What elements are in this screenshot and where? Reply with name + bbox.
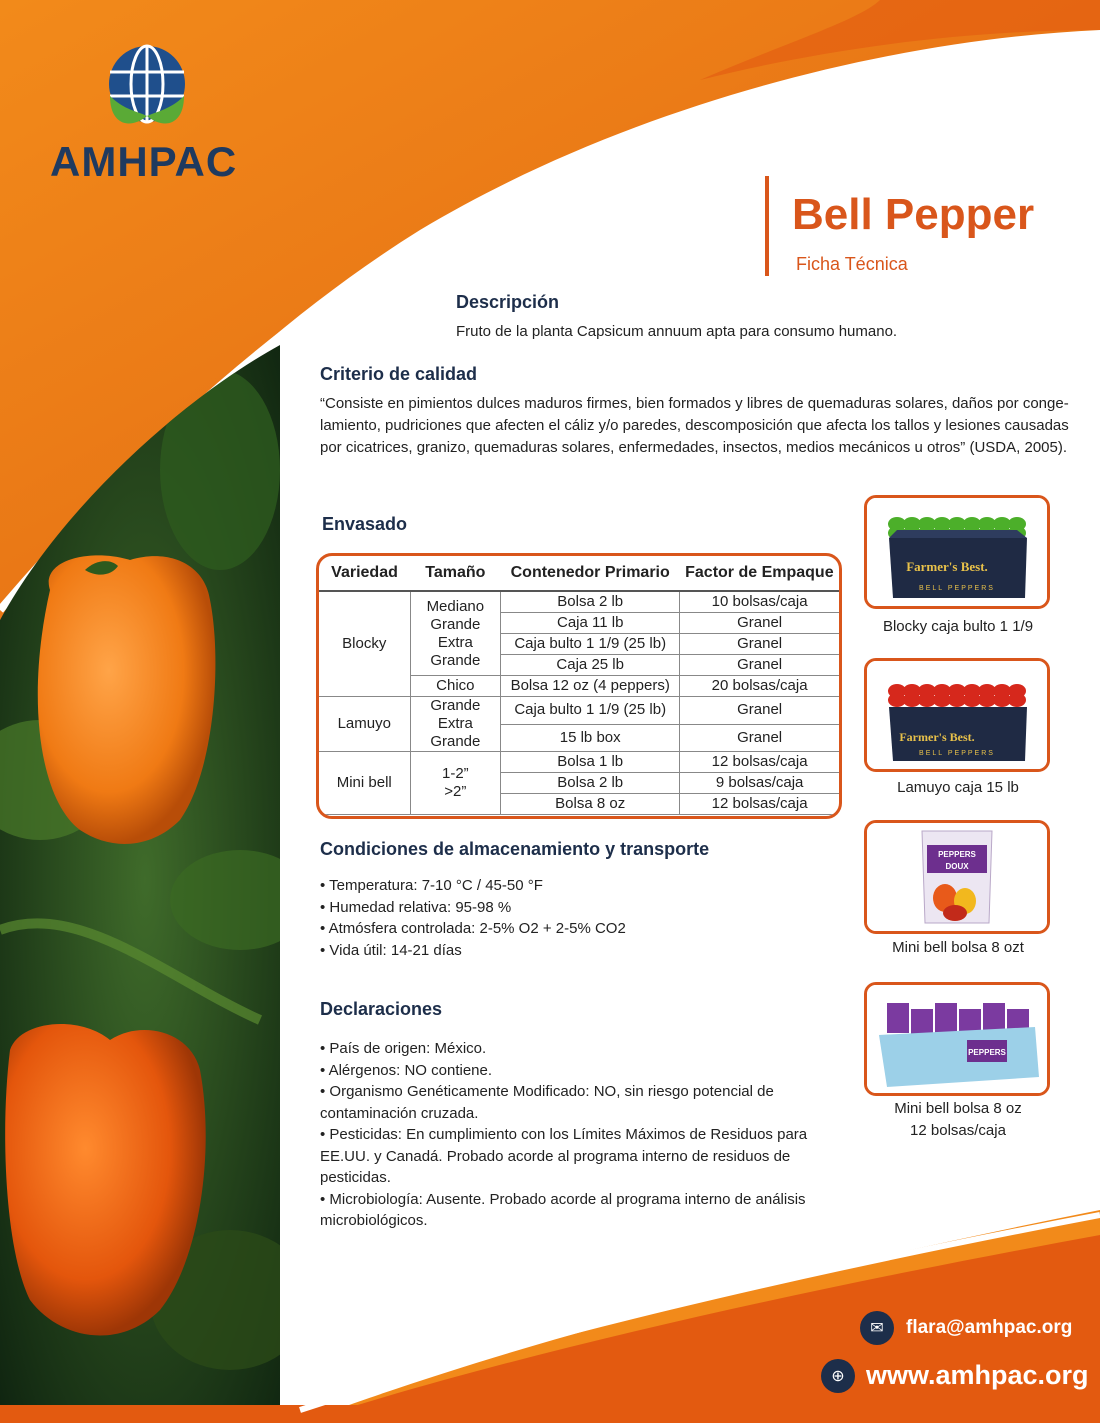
product-caption-minibell-case: Mini bell bolsa 8 oz 12 bolsas/caja (894, 1100, 1022, 1139)
criterio-heading: Criterio de calidad (320, 364, 478, 384)
cell-tamano: Chico (410, 676, 501, 697)
cell-factor: 9 bolsas/caja (680, 773, 839, 794)
cell-factor: 10 bolsas/caja (680, 591, 839, 613)
envasado-table-frame (316, 553, 842, 819)
list-item: • Atmósfera controlada: 2-5% O2 + 2-5% CO2 (320, 920, 626, 937)
bag-shape (887, 1003, 909, 1033)
criterio-line: por cicatrices, granizo, quemaduras solares, enfermedades, insectos, medios mecánicos u otros” (USDA, 2005). (320, 439, 1068, 456)
globe-icon: ⊕ (821, 1359, 855, 1393)
list-item: contaminación cruzada. (320, 1104, 479, 1122)
contact-website[interactable]: www.amhpac.org (866, 1360, 1089, 1390)
cell-contenedor: Bolsa 8 oz (501, 794, 680, 815)
bag-sub-text: DOUX (945, 862, 969, 871)
product-caption-blocky: Blocky caja bulto 1 1/9 (882, 618, 1034, 635)
box-brand-text: Farmer's Best. (899, 730, 975, 744)
page-title: Bell Pepper (792, 190, 1035, 239)
list-item: pesticidas. (320, 1169, 391, 1186)
list-item: • Vida útil: 14-21 días (320, 941, 462, 959)
title-accent-bar (765, 176, 769, 276)
criterio-line: “Consiste en pimientos dulces maduros firmes, bien formados y libres de quemaduras solares, daños por conge- (320, 395, 1069, 412)
product-photo-blocky (864, 495, 1050, 609)
brand-logo-text: AMHPAC (50, 138, 238, 185)
declaraciones-list (320, 1038, 820, 1232)
cell-tamano: Grande Extra Grande (410, 697, 501, 752)
cell-variedad: Mini bell (319, 752, 410, 815)
header-factor: Factor de Empaque (680, 556, 839, 591)
table-header-row (319, 556, 839, 591)
product-photo-lamuyo (864, 658, 1050, 772)
pepper-shape (1008, 693, 1026, 707)
cell-variedad: Lamuyo (319, 697, 410, 752)
box-sub-text: BELL PEPPERS (919, 585, 995, 592)
header-contenedor: Contenedor Primario (501, 556, 680, 591)
email-icon: ✉ (860, 1311, 894, 1345)
cell-factor: 12 bolsas/caja (680, 752, 839, 773)
descripcion-heading: Descripción (456, 292, 560, 312)
product-photo-minibell-case (864, 982, 1050, 1096)
box-brand-text: Farmer's Best. (906, 559, 988, 574)
criterio-line: lamiento, pudriciones que afecten el cáliz y/o paredes, descomposición que afecta los tallos y lesiones causadas (320, 417, 1069, 434)
list-item: EE.UU. y Canadá. Probado acorde al programa interno de residuos de (320, 1147, 791, 1165)
table-row (319, 697, 839, 725)
cell-factor: Granel (680, 634, 839, 655)
cell-contenedor: Caja bulto 1 1/9 (25 lb) (501, 634, 680, 655)
cell-factor: 12 bolsas/caja (680, 794, 839, 815)
globe-logo-icon (109, 46, 185, 124)
list-item: • Organismo Genéticamente Modificado: NO, sin riesgo potencial de (320, 1083, 774, 1100)
list-item: • Microbiología: Ausente. Probado acorde al programa interno de análisis (320, 1190, 806, 1208)
list-item: microbiológicos. (320, 1212, 428, 1229)
cell-contenedor: Caja 11 lb (501, 613, 680, 634)
descripcion-text: Fruto de la planta Capsicum annuum apta para consumo humano. (456, 323, 898, 340)
bag-shape (983, 1003, 1005, 1033)
red-pepper-box-icon (867, 661, 1047, 769)
cell-factor: Granel (680, 655, 839, 676)
criterio-text (320, 393, 1080, 459)
cell-factor: Granel (680, 613, 839, 634)
bag-shape (935, 1003, 957, 1033)
declaraciones-heading: Declaraciones (320, 999, 443, 1019)
almacenamiento-heading: Condiciones de almacenamiento y transporte (320, 839, 710, 859)
cell-contenedor: Bolsa 2 lb (501, 773, 680, 794)
cell-variedad: Blocky (319, 591, 410, 697)
cell-contenedor: Bolsa 1 lb (501, 752, 680, 773)
bag-brand-text: PEPPERS (938, 850, 976, 859)
envasado-heading: Envasado (322, 514, 408, 534)
page-subtitle: Ficha Técnica (796, 254, 908, 274)
cell-contenedor: Bolsa 12 oz (4 peppers) (501, 676, 680, 697)
box-sub-text: BELL PEPPERS (919, 750, 995, 757)
cell-contenedor: Bolsa 2 lb (501, 591, 680, 613)
product-photo-minibell-bag (864, 820, 1050, 934)
cell-tamano: Mediano Grande Extra Grande (410, 591, 501, 676)
cell-factor: Granel (680, 724, 839, 752)
green-pepper-box-icon (867, 498, 1047, 606)
cell-tamano: 1-2” >2” (410, 752, 501, 815)
almacenamiento-list (320, 875, 626, 961)
cell-contenedor: 15 lb box (501, 724, 680, 752)
envasado-table (319, 556, 839, 815)
header-variedad: Variedad (319, 556, 410, 591)
case-brand-text: PEPPERS (968, 1048, 1006, 1057)
list-item: • Temperatura: 7-10 °C / 45-50 °F (320, 877, 543, 894)
product-caption-minibell-bag: Mini bell bolsa 8 ozt (892, 939, 1024, 956)
contact-email[interactable]: flara@amhpac.org (906, 1317, 1073, 1338)
cell-factor: Granel (680, 697, 839, 725)
pepper-case-icon (867, 985, 1047, 1093)
header-tamano: Tamaño (410, 556, 501, 591)
cell-contenedor: Caja bulto 1 1/9 (25 lb) (501, 697, 680, 725)
table-row (319, 752, 839, 773)
list-item: • Humedad relativa: 95-98 % (320, 898, 512, 916)
cell-contenedor: Caja 25 lb (501, 655, 680, 676)
product-caption-lamuyo: Lamuyo caja 15 lb (897, 779, 1019, 796)
list-item: • Alérgenos: NO contiene. (320, 1061, 493, 1079)
cell-factor: 20 bolsas/caja (680, 676, 839, 697)
pepper-bag-icon (867, 823, 1047, 931)
list-item: • País de origen: México. (320, 1040, 487, 1057)
list-item: • Pesticidas: En cumplimiento con los Límites Máximos de Residuos para (320, 1126, 808, 1143)
table-row (319, 591, 839, 613)
